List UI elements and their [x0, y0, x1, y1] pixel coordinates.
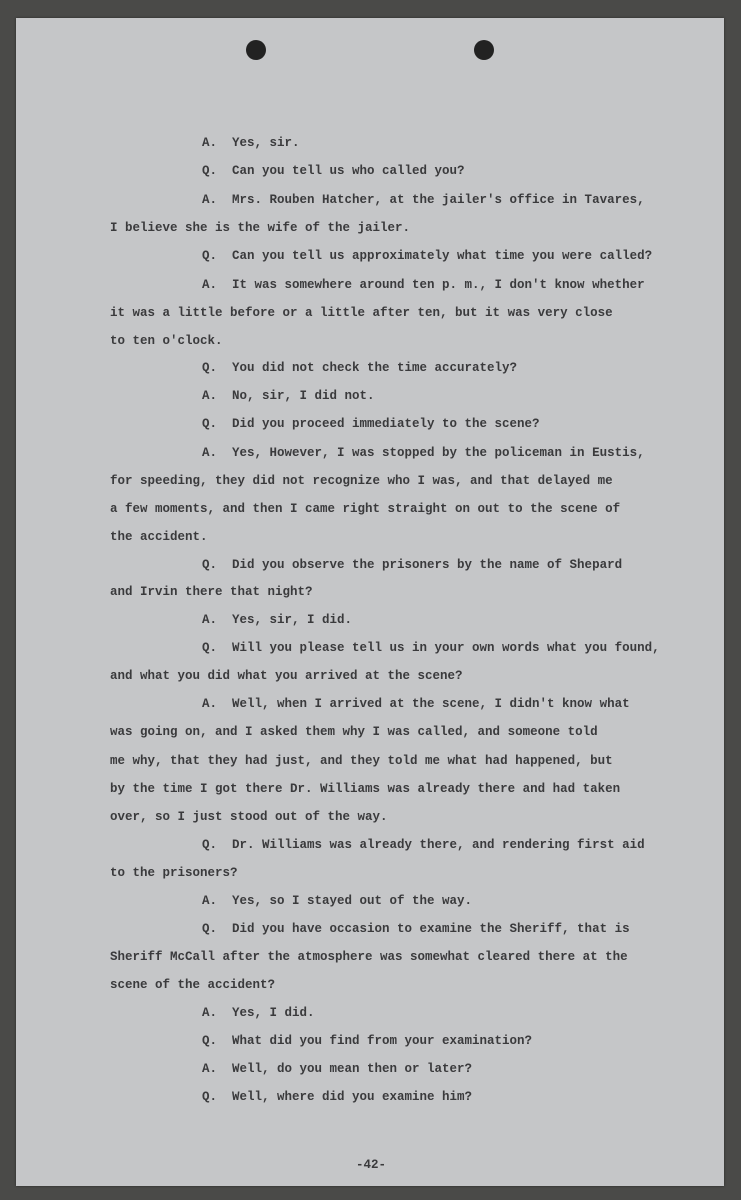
transcript-line: A. Yes, sir.	[202, 136, 300, 150]
transcript-body	[16, 18, 724, 1186]
transcript-line: A. Yes, sir, I did.	[202, 613, 353, 627]
transcript-line: A. No, sir, I did not.	[202, 389, 375, 403]
transcript-line: Q. Will you please tell us in your own words what you found,	[202, 641, 660, 655]
transcript-line: Q. Did you observe the prisoners by the name of Shepard	[202, 558, 623, 572]
transcript-line: Q. Did you have occasion to examine the Sheriff, that is	[202, 922, 630, 936]
transcript-line: it was a little before or a little after ten, but it was very close	[110, 306, 613, 320]
page-number: -42-	[356, 1158, 387, 1172]
transcript-line: the accident.	[110, 530, 208, 544]
transcript-line: Q. What did you find from your examination?	[202, 1034, 533, 1048]
transcript-line: A. Yes, However, I was stopped by the policeman in Eustis,	[202, 446, 645, 460]
transcript-line: was going on, and I asked them why I was called, and someone told	[110, 725, 598, 739]
transcript-line: A. Mrs. Rouben Hatcher, at the jailer's office in Tavares,	[202, 193, 645, 207]
transcript-line: A. Yes, I did.	[202, 1006, 315, 1020]
transcript-line: Q. Can you tell us who called you?	[202, 164, 465, 178]
transcript-line: A. Well, do you mean then or later?	[202, 1062, 473, 1076]
transcript-line: Q. Can you tell us approximately what time you were called?	[202, 249, 653, 263]
transcript-line: to the prisoners?	[110, 866, 238, 880]
transcript-line: Q. Well, where did you examine him?	[202, 1090, 473, 1104]
transcript-line: to ten o'clock.	[110, 334, 223, 348]
transcript-line: Q. You did not check the time accurately?	[202, 361, 518, 375]
transcript-line: for speeding, they did not recognize who I was, and that delayed me	[110, 474, 613, 488]
transcript-line: A. Well, when I arrived at the scene, I didn't know what	[202, 697, 630, 711]
transcript-line: and what you did what you arrived at the scene?	[110, 669, 463, 683]
transcript-line: I believe she is the wife of the jailer.	[110, 221, 411, 235]
transcript-line: by the time I got there Dr. Williams was already there and had taken	[110, 782, 621, 796]
transcript-line: and Irvin there that night?	[110, 585, 313, 599]
transcript-line: Sheriff McCall after the atmosphere was somewhat cleared there at the	[110, 950, 628, 964]
transcript-line: Q. Did you proceed immediately to the scene?	[202, 417, 540, 431]
transcript-line: scene of the accident?	[110, 978, 276, 992]
document-page	[16, 18, 724, 1186]
transcript-line: A. It was somewhere around ten p. m., I don't know whether	[202, 278, 645, 292]
transcript-line: A. Yes, so I stayed out of the way.	[202, 894, 473, 908]
transcript-line: over, so I just stood out of the way.	[110, 810, 388, 824]
transcript-line: Q. Dr. Williams was already there, and rendering first aid	[202, 838, 645, 852]
transcript-line: a few moments, and then I came right straight on out to the scene of	[110, 502, 621, 516]
transcript-line: me why, that they had just, and they told me what had happened, but	[110, 754, 613, 768]
